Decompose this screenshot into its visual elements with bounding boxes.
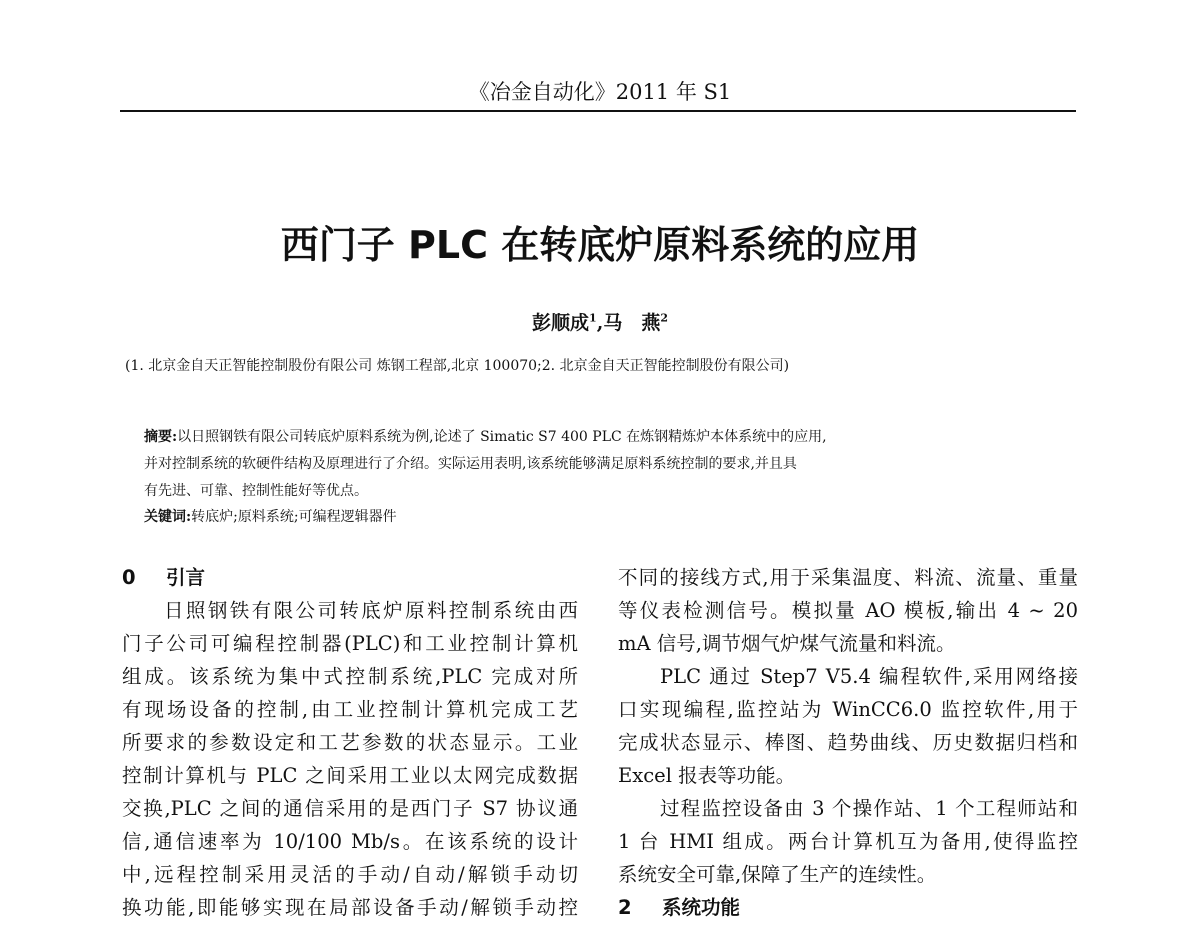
abstract-text: 以日照钢铁有限公司转底炉原料系统为例,论述了 Simatic S7 400 PLC 在炼钢精炼炉本体系统中的应用, — [177, 429, 827, 445]
author-name: 马 燕 — [603, 312, 661, 334]
section-title: 引言 — [166, 566, 206, 589]
body-text-line: 信,通信速率为 10/100 Mb/s。在该系统的设计 — [122, 830, 578, 853]
keywords-text: 转底炉;原料系统;可编程逻辑器件 — [191, 509, 397, 525]
author-affil-mark: 2 — [660, 311, 668, 325]
body-text-line: mA 信号,调节烟气炉煤气流量和料流。 — [618, 632, 956, 655]
paper-title: 西门子 PLC 在转底炉原料系统的应用 — [280, 223, 920, 267]
keywords-label: 关键词: — [144, 509, 192, 525]
abstract-line — [144, 480, 1044, 500]
section-heading-introduction — [122, 563, 578, 593]
body-text-line: 过程监控设备由 3 个操作站、1 个工程师站和 — [660, 797, 1078, 820]
section-heading-system-function — [618, 893, 1078, 923]
body-text-line: 不同的接线方式,用于采集温度、料流、流量、重量 — [618, 566, 1078, 589]
body-text-line: 门子公司可编程控制器(PLC)和工业控制计算机 — [122, 632, 578, 655]
abstract-line — [144, 426, 1044, 446]
body-text-line: Excel 报表等功能。 — [618, 764, 796, 787]
authors — [0, 308, 1200, 335]
body-text-line: 有现场设备的控制,由工业控制计算机完成工艺 — [122, 698, 578, 721]
body-text-line: 等仪表检测信号。模拟量 AO 模板,输出 4 ~ 20 — [618, 599, 1078, 622]
body-text-line: 组成。该系统为集中式控制系统,PLC 完成对所 — [122, 665, 578, 688]
body-text-line: 日照钢铁有限公司转底炉原料控制系统由西 — [164, 599, 578, 622]
body-text-line: 1 台 HMI 组成。两台计算机互为备用,使得监控 — [618, 830, 1078, 853]
body-text-line: 口实现编程,监控站为 WinCC6.0 监控软件,用于 — [618, 698, 1078, 721]
keywords — [144, 506, 1044, 526]
author-separator: , — [596, 312, 604, 334]
body-text-line: 换功能,即能够实现在局部设备手动/解锁手动控 — [122, 896, 578, 919]
body-text-line: 中,远程控制采用灵活的手动/自动/解锁手动切 — [122, 863, 578, 886]
body-text-line: 交换,PLC 之间的通信采用的是西门子 S7 协议通 — [122, 797, 578, 820]
body-text-line: 系统安全可靠,保障了生产的连续性。 — [618, 863, 937, 886]
abstract-text: 并对控制系统的软硬件结构及原理进行了介绍。实际运用表明,该系统能够满足原料系统控制的要求,并且具 — [144, 456, 797, 472]
section-number: 2 — [618, 896, 632, 919]
abstract-text: 有先进、可靠、控制性能好等优点。 — [144, 483, 368, 499]
abstract-label: 摘要: — [144, 429, 178, 445]
section-title: 系统功能 — [662, 896, 741, 919]
journal-header: 《冶金自动化》2011 年 S1 — [468, 80, 732, 104]
abstract-line — [144, 453, 1044, 473]
body-text-line: PLC 通过 Step7 V5.4 编程软件,采用网络接 — [660, 665, 1078, 688]
header-rule — [120, 110, 1076, 112]
body-text-line: 所要求的参数设定和工艺参数的状态显示。工业 — [122, 731, 578, 754]
body-text-line: 控制计算机与 PLC 之间采用工业以太网完成数据 — [122, 764, 578, 787]
author-affil-mark: 1 — [589, 311, 597, 325]
body-text-line: 完成状态显示、棒图、趋势曲线、历史数据归档和 — [618, 731, 1078, 754]
section-number: 0 — [122, 566, 136, 589]
affiliation: (1. 北京金自天正智能控制股份有限公司 炼钢工程部,北京 100070;2. 北京金自天正智能控制股份有限公司) — [125, 358, 790, 374]
author-name: 彭顺成 — [532, 312, 590, 334]
